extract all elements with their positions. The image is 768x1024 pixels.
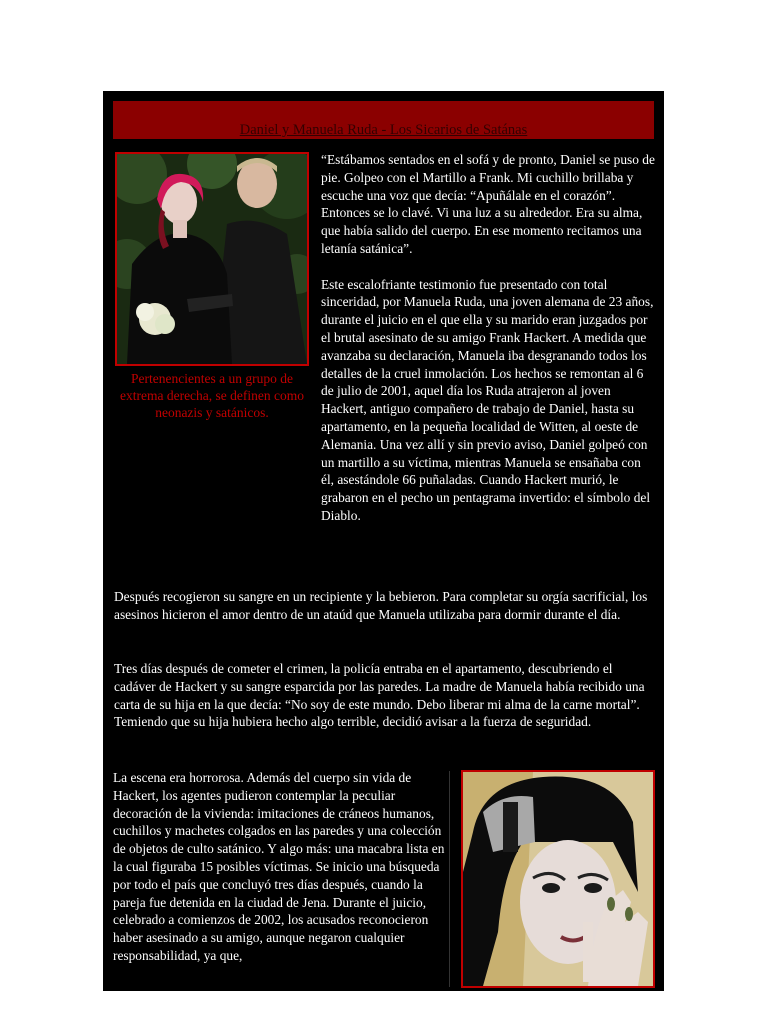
paragraph-text: Tres días después de cometer el crimen, la policía entraba en el apartamento, descubriendo el cadáver de Hackert y su sangre esparcida por las paredes. La madre de Manuela había recibido una carta de su hija en la que decía: “No soy de este mundo. Debo liberar mi alma de la carne mortal”. Temiendo que su hija hubiera hecho algo terrible, decidió avisar a la fuerza de seguridad. bbox=[114, 661, 645, 730]
left-column bbox=[113, 769, 453, 965]
column-divider bbox=[449, 771, 450, 987]
full-width-paragraph-1 bbox=[114, 588, 655, 624]
article-sheet bbox=[103, 91, 664, 991]
full-width-paragraph-2 bbox=[114, 660, 655, 731]
title-bar bbox=[113, 101, 654, 139]
quote-paragraph: “Estábamos sentados en el sofá y de pronto, Daniel se puso de pie. Golpeo con el Martillo a Frank. Mi cuchillo brillaba y escuche una voz que decía: “Apuñálale en el corazón”. Entonces se lo clavé. Vi una luz a su alrededor. Era su alma, que había salido del cuerpo. En ese momento recitamos una letanía satánica”. bbox=[321, 152, 655, 256]
paragraph-text: Después recogieron su sangre en un recipiente y la bebieron. Para completar su orgía sacrificial, los asesinos hicieron el amor dentro de un ataúd que Manuela utilizaba para dormir durante el día. bbox=[114, 589, 648, 622]
article-title: Daniel y Manuela Ruda - Los Sicarios de Satánas bbox=[239, 122, 528, 138]
testimony-paragraph: Este escalofriante testimonio fue presentado con total sinceridad, por Manuela Ruda, una joven alemana de 23 años, durante el juicio en el que ella y su marido eran juzgados por el brutal asesinato de su amigo Frank Hackert. A medida que avanzaba su declaración, Manuela iba desgranando todos los detalles de la cruel inmolación. Los hechos se remontan al 6 de julio de 2001, aquel día los Ruda atrajeron al joven Hackert, antiguo compañero de trabajo de Daniel, hasta su apartamento, en la pequeña localidad de Witten, al oeste de Alemania. Una vez allí y sin previo aviso, Daniel golpeó con un martillo a su víctima, mientras Manuela se ensañaba con él, asestándole 66 puñaladas. Cuando Hackert murió, le grabaron en el pecho un pentagrama invertido: el símbolo del Diablo. bbox=[321, 276, 654, 523]
right-column bbox=[321, 151, 655, 543]
paragraph-text: La escena era horrorosa. Además del cuerpo sin vida de Hackert, los agentes pudieron contemplar la peculiar decoración de la vivienda: imitaciones de cráneos humanos, cuchillos y machetes colgados en las paredes y una colección de objetos de culto satánico. Y algo más: una macabra lista en la cual figuraba 15 posibles víctimas. Se inicio una búsqueda por todo el país que concluyó tres días después, cuando la pareja fue detenida en la ciudad de Jena. Durante el juicio, celebrado a comienzos de 2002, los acusados reconocieron haber asesinado a su amigo, aunque negaron cualquier responsabilidad, ya que, bbox=[113, 770, 445, 963]
couple-photo bbox=[115, 152, 309, 366]
portrait-photo bbox=[461, 770, 655, 988]
photo-caption: Pertenencientes a un grupo de extrema derecha, se definen como neonazis y satánicos. bbox=[119, 371, 305, 420]
